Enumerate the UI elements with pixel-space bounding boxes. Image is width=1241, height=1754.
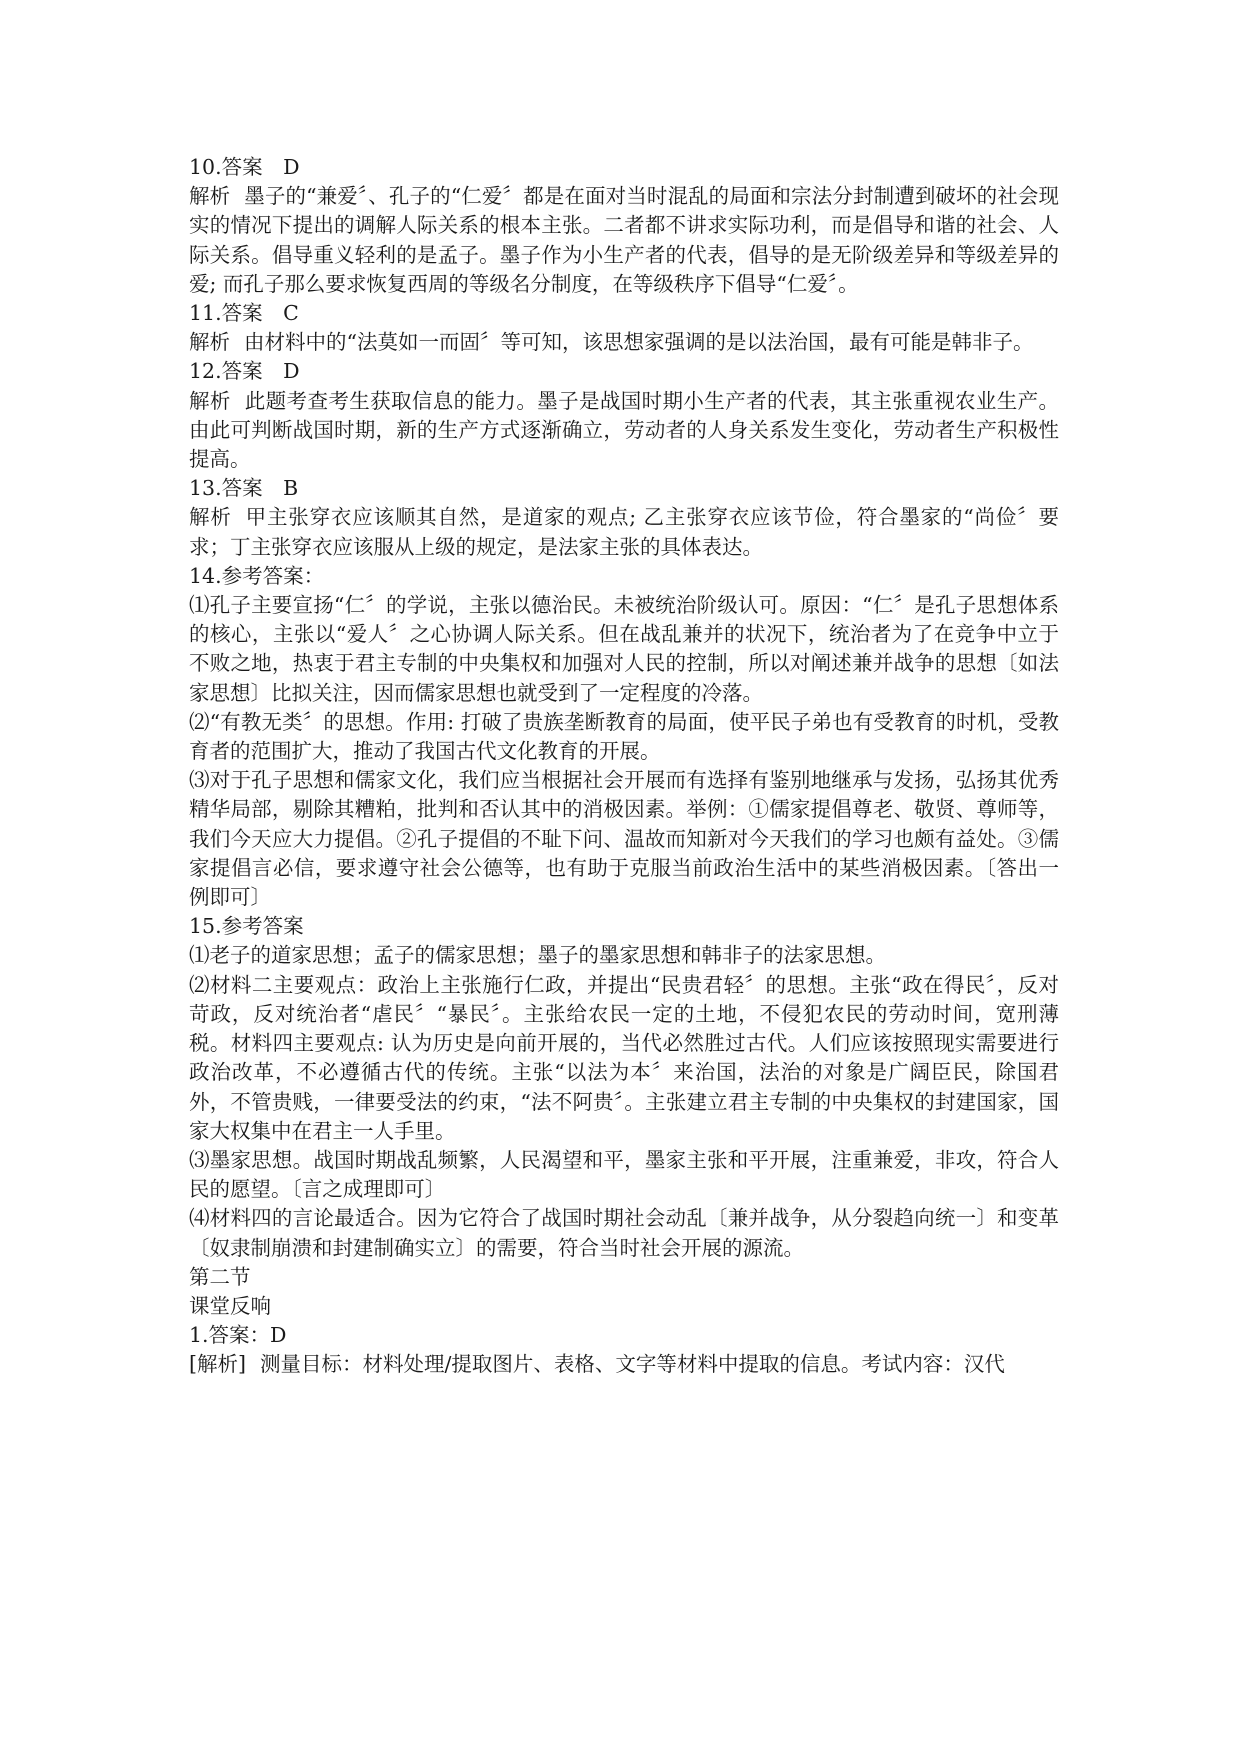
analysis-text: 墨子的“兼爱〞、孔子的“仁爱〞都是在面对当时混乱的局面和宗法分封制遭到破坏的社会现实的情况下提出的调解人际关系的根本主张。二者都不讲求实际功利，而是倡导和谐的社会、人际关系。倡导重义轻利的是孟子。墨子作为小生产者的代表，倡导的是无阶级差异和等级差异的爱; 而孔子那么要求恢复西周的等级名分制度，在等级秩序下倡导“仁爱〞。 bbox=[189, 184, 1059, 296]
answer-11: 11.答案 C bbox=[189, 301, 299, 326]
analysis-text: 甲主张穿衣应该顺其自然，是道家的观点; 乙主张穿衣应该节俭，符合墨家的“尚俭〞要求；丁主张穿衣应该服从上级的规定，是法家主张的具体表达。 bbox=[189, 505, 1060, 559]
analysis-text: 由材料中的“法莫如一而固〞等可知，该思想家强调的是以法治国，最有可能是韩非子。 bbox=[244, 330, 1034, 355]
answer-10: 10.答案 D bbox=[189, 155, 300, 179]
answer-15-part-1: ⑴老子的道家思想；孟子的儒家思想；墨子的墨家思想和韩非子的法家思想。 bbox=[189, 943, 886, 968]
answer-12: 12.答案 D bbox=[189, 359, 300, 384]
answer-13: 13.答案 B bbox=[189, 476, 299, 501]
section-heading: 第二节 bbox=[189, 1264, 251, 1289]
analysis-label: 解析 bbox=[189, 184, 231, 209]
analysis-1 bbox=[189, 1350, 1059, 1379]
analysis-text: 此题考查考生获取信息的能力。墨子是战国时期小生产者的代表，其主张重视农业生产。由此可判断战国时期，新的生产方式逐渐确立，劳动者的人身关系发生变化，劳动者生产积极性提高。 bbox=[189, 388, 1060, 472]
answer-14-part-2: ⑵“有教无类〞的思想。作用: 打破了贵族垄断教育的局面，使平民子弟也有受教育的时机，受教育者的范围扩大，推动了我国古代文化教育的开展。 bbox=[189, 709, 1059, 764]
analysis-12 bbox=[189, 387, 1059, 475]
answer-15: 15.参考答案 bbox=[189, 914, 304, 939]
analysis-label: 解析 bbox=[189, 330, 230, 355]
analysis-label: [解析] bbox=[189, 1352, 246, 1377]
answer-14-part-1: ⑴孔子主要宣扬“仁〞的学说，主张以德治民。未被统治阶级认可。原因：“仁〞是孔子思想体系的核心，主张以“爱人〞之心协调人际关系。但在战乱兼并的状况下，统治者为了在竞争中立于不败之地，热衷于君主专制的中央集权和加强对人民的控制，所以对阐述兼并战争的思想〔如法家思想〕比拟关注，因而儒家思想也就受到了一定程度的冷落。 bbox=[189, 593, 1059, 705]
analysis-10 bbox=[189, 182, 1059, 299]
analysis-label: 解析 bbox=[189, 505, 232, 530]
subsection-heading: 课堂反响 bbox=[189, 1293, 271, 1318]
answer-15-part-3: ⑶墨家思想。战国时期战乱频繁，人民渴望和平，墨家主张和平开展，注重兼爱，非攻，符合人民的愿望。〔言之成理即可〕 bbox=[189, 1147, 1059, 1202]
answer-14: 14.参考答案： bbox=[189, 563, 325, 588]
analysis-13 bbox=[189, 503, 1059, 561]
analysis-11 bbox=[189, 328, 1059, 357]
answer-14-part-3: ⑶对于孔子思想和儒家文化，我们应当根据社会开展而有选择有鉴别地继承与发扬，弘扬其优秀精华局部，剔除其糟粕，批判和否认其中的消极因素。举例：①儒家提倡尊老、敬贤、尊师等，我们今天应大力提倡。②孔子提倡的不耻下问、温故而知新对今天我们的学习也颇有益处。③儒家提倡言必信，要求遵守社会公德等，也有助于克服当前政治生活中的某些消极因素。〔答出一例即可〕 bbox=[189, 768, 1059, 910]
answer-15-part-4: ⑷材料四的言论最适合。因为它符合了战国时期社会动乱〔兼并战争，从分裂趋向统一〕和变革〔奴隶制崩溃和封建制确实立〕的需要，符合当时社会开展的源流。 bbox=[189, 1206, 1059, 1260]
answer-key-content bbox=[189, 153, 1059, 1380]
answer-15-part-2: ⑵材料二主要观点：政治上主张施行仁政，并提出“民贵君轻〞的思想。主张“政在得民〞，反对苛政，反对统治者“虐民〞“暴民〞。主张给农民一定的土地，不侵犯农民的劳动时间，宽刑薄税。材料四主要观点: 认为历史是向前开展的，当代必然胜过古代。人们应该按照现实需要进行政治改革，不必遵循古代的传统。主张“以法为本〞来治国，法治的对象是广阔臣民，除国君外，不管贵贱，一律要受法的约束，“法不阿贵〞。主张建立君主专制的中央集权的封建国家，国家大权集中在君主一人手里。 bbox=[189, 972, 1059, 1143]
answer-1: 1.答案：D bbox=[189, 1323, 287, 1348]
analysis-text: 测量目标：材料处理/提取图片、表格、文字等材料中提取的信息。考试内容：汉代 bbox=[260, 1352, 1005, 1377]
analysis-label: 解析 bbox=[189, 388, 231, 413]
